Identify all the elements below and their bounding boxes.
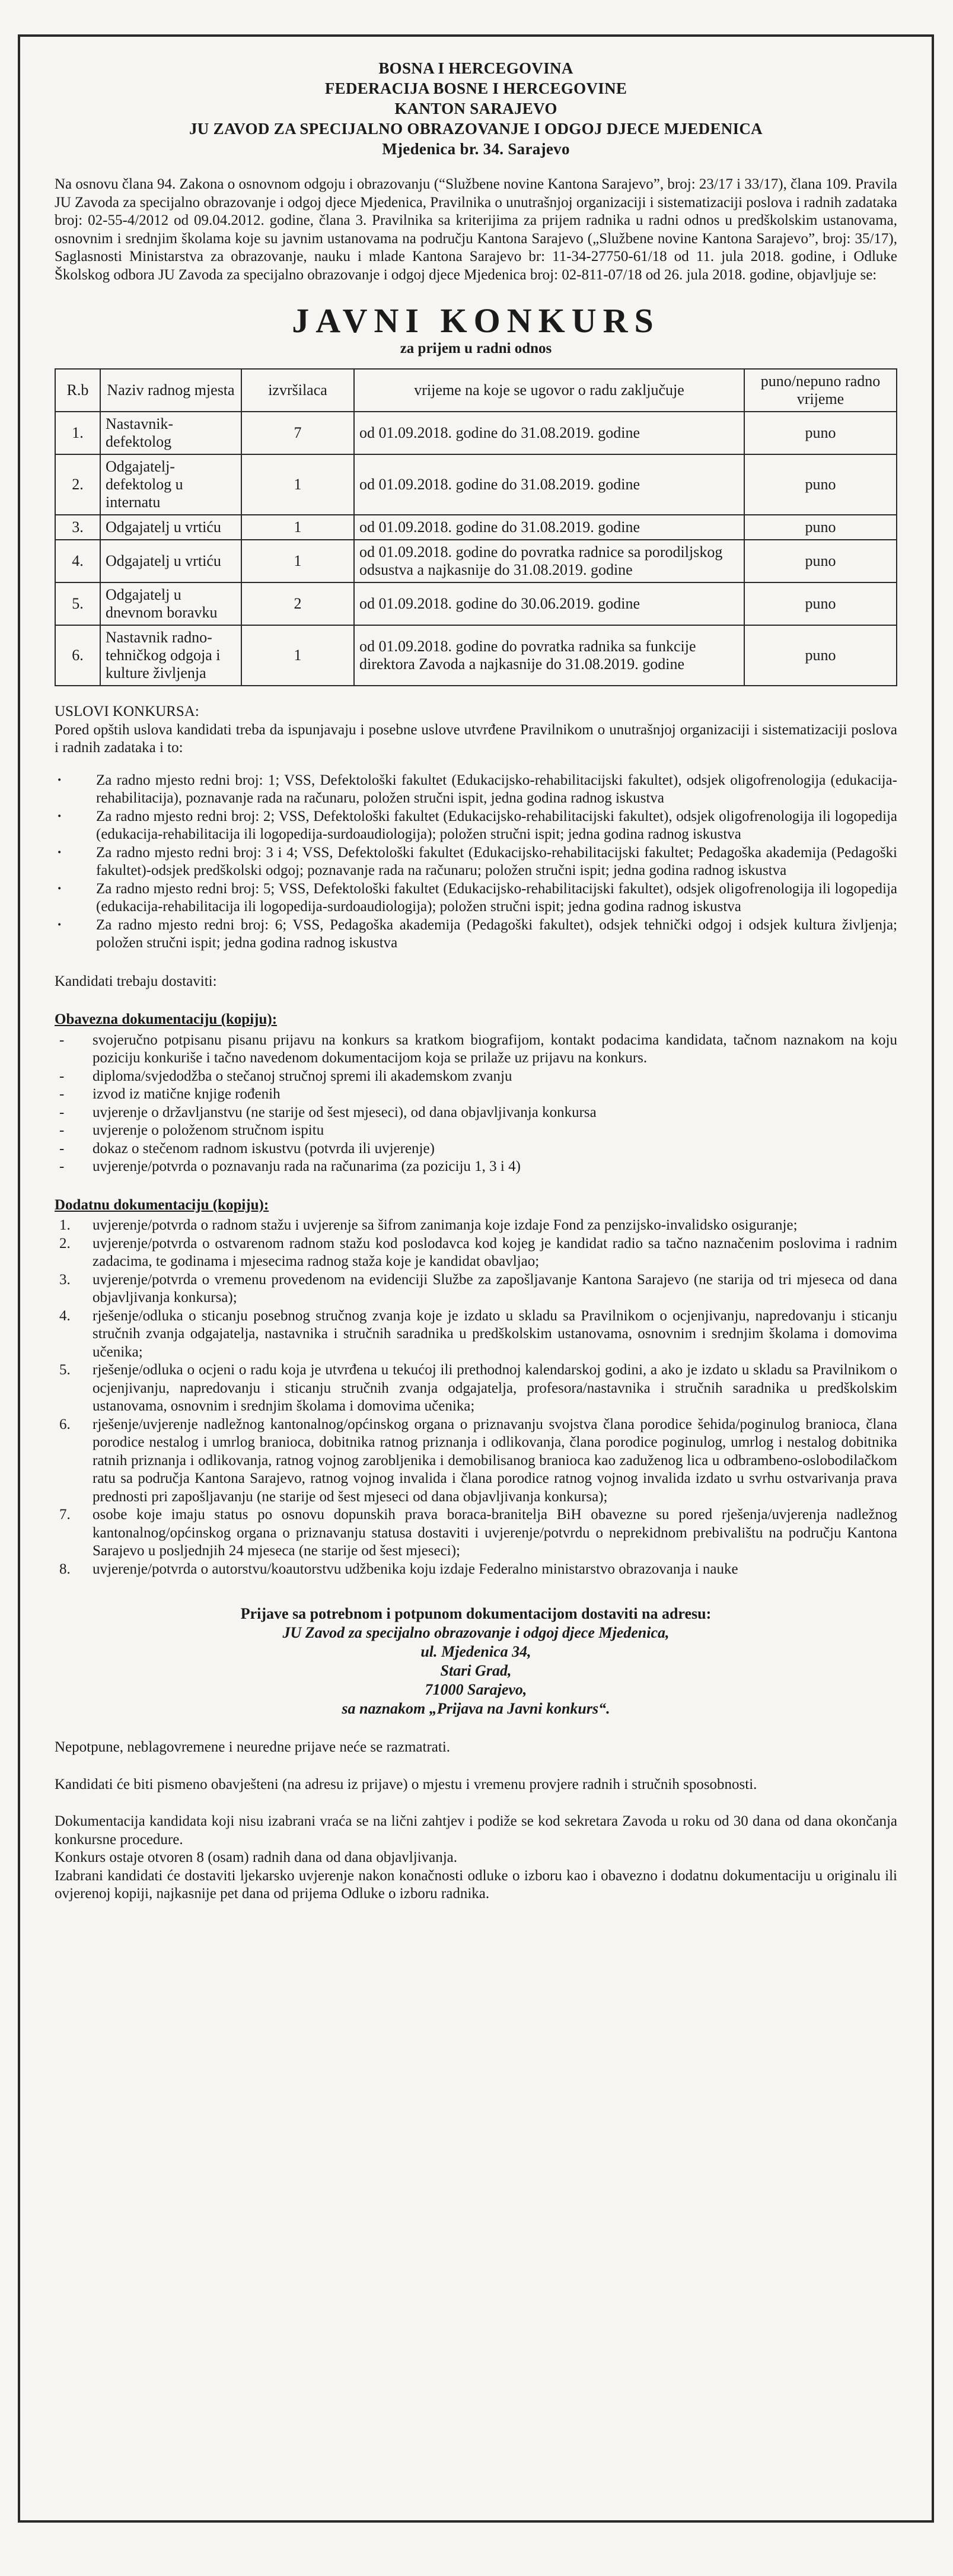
list-item: - uvjerenje o državljanstvu (ne starije od šest mjeseci), od dana objavljivanja konkursa [55,1104,897,1122]
page-title: JAVNI KONKURS [292,301,660,340]
list-item: · Za radno mjesto redni broj: 6; VSS, Pedagoška akademija (Pedagoški fakultet), odsjek tehnički odgoj i odsjek kultura življenja; položen stručni ispit; jedna godina radnog iskustva [55,916,897,953]
document-header [55,58,897,159]
table-row [55,582,897,625]
item-number: 5. [59,1362,71,1378]
additional-docs-section [55,1196,897,1579]
list-item: - dokaz o stečenom radnom iskustvu (potvrda ili uvjerenje) [55,1140,897,1158]
table-row [55,412,897,454]
item-text: rješenje/odluka o ocjeni o radu koja je utvrđena u tekućoj ili prethodnoj kalendarskoj godini, a ako je izdato u skladu sa Pravilnikom o ocjenjivanju, napredovanju i sticanju stručnih zvanja odgajatelja, profesora/nastavnika i stručnih saradnika u predškolskim ustanovama, osnovnim i srednjim školama i domovima učenika; [93,1362,897,1414]
item-number: 4. [59,1307,71,1324]
list-item: · Za radno mjesto redni broj: 1; VSS, Defektološki fakultet (Edukacijsko-rehabilitacijski fakultet), odsjek oligofrenologija (edukacija-rehabilitacija), poznavanje rada na računaru, položen stručni ispit, jedna godina radnog iskustva [55,772,897,808]
item-number: 2. [59,1235,71,1252]
additional-docs-heading: Dodatnu dokumentaciju (kopiju): [55,1196,269,1213]
cell-puno: puno [744,515,897,540]
list-item: · Za radno mjesto redni broj: 2; VSS, Defektološki fakultet (Edukacijsko-rehabilitacijski fakultet), odsjek oligofrenologija ili logopedija (edukacija-rehabilitacija ili logopedija-surdoaudiologija); položen stručni ispit; jedna godina radnog iskustva [55,808,897,844]
header-puno: puno/nepuno radno vrijeme [744,369,897,412]
cell-rb: 6. [55,625,100,686]
list-item: - uvjerenje o položenom stručnom ispitu [55,1122,897,1140]
closing-open-period: Konkurs ostaje otvoren 8 (osam) radnih dana od dana objavljivanja. [55,1849,457,1865]
item-number: 3. [59,1271,71,1288]
cell-vrijeme: od 01.09.2018. godine do 31.08.2019. godine [354,454,744,515]
address-area: Stari Grad, [440,1662,512,1679]
list-item: - izvod iz matične knjige rođenih [55,1085,897,1104]
address-note: sa naznakom „Prijava na Javni konkurs“. [342,1700,610,1717]
cell-puno: puno [744,454,897,515]
closing-return-docs: Dokumentacija kandidata koji nisu izabrani vraća se na lični zahtjev i podiže se kod sekretara Zavoda u roku od 30 dana od dana okončanja konkursne procedure. [55,1813,897,1848]
header-canton: KANTON SARAJEVO [394,100,557,117]
list-item: - uvjerenje/potvrda o poznavanju rada na računarima (za poziciju 1, 3 i 4) [55,1158,897,1176]
candidates-note: Kandidati trebaju dostaviti: [55,973,217,989]
cell-naziv: Nastavnik radno-tehničkog odgoja i kulture življenja [100,625,241,686]
item-text: rješenje/odluka o sticanju posebnog stručnog zvanja koje je izdato u skladu sa Pravilnikom o ocjenjivanju, napredovanju i sticanju stručnih zvanja odgajatelja, nastavnika i stručnih saradnika u predškolskim ustanovama, osnovnim i srednjim školama i domovima učenika; [93,1307,897,1360]
submission-address [55,1604,897,1718]
item-text: osobe koje imaju status po osnovu dopunskih prava boraca-branitelja BiH obavezne su pored rješenja/uvjerenja nadležnog kantonalnog/općinskog organa o priznavanju statusa dostaviti i uvjerenje/potvrdu o neprekidnom prebivalištu na području Kantona Sarajevo u posljednjih 24 mjeseca (ne starije od šest mjeseci); [93,1507,897,1559]
conditions-heading: USLOVI KONKURSA: [55,703,199,719]
header-country: BOSNA I HERCEGOVINA [378,59,573,77]
conditions-text: Pored opštih uslova kandidati treba da ispunjavaju i posebne uslove utvrđene Pravilnikom o unutrašnjoj organizaciji i sistematizaciji poslova i radnih zadataka i to: [55,721,897,756]
address-lead: Prijave sa potrebnom i potpunom dokumentacijom dostaviti na adresu: [240,1605,712,1622]
list-item [55,1416,897,1507]
item-number: 1. [59,1217,71,1233]
cell-rb: 4. [55,540,100,582]
list-item [55,1307,897,1362]
item-text: uvjerenje/potvrda o vremenu provedenom na evidenciji Službe za zapošljavanje Kantona Sarajevo (ne starija od tri mjeseca od dana objavljivanja konkursa); [93,1271,897,1305]
list-item: · Za radno mjesto redni broj: 5; VSS, Defektološki fakultet (Edukacijsko-rehabilitacijski fakultet), odsjek oligofrenologija ili logopedija (edukacija-rehabilitacija ili logopedija-surdoaudiologija); položen stručni ispit; jedna godina radnog iskustva [55,880,897,916]
closing-incomplete: Nepotpune, neblagovremene i neuredne prijave neće se razmatrati. [55,1739,451,1755]
cell-naziv: Odgajatelj u dnevnom boravku [100,582,241,625]
item-text: uvjerenje/potvrda o autorstvu/koautorstvu udžbenika koju izdaje Federalno ministarstvo obrazovanja i nauke [93,1561,738,1577]
header-rb: R.b [55,369,100,412]
cell-vrijeme: od 01.09.2018. godine do povratka radnika sa funkcije direktora Zavoda a najkasnije do 31.08.2019. godine [354,625,744,686]
item-number: 8. [59,1561,71,1577]
cell-vrijeme: od 01.09.2018. godine do povratka radnice sa porodiljskog odsustva a najkasnije do 31.08.2019. godine [354,540,744,582]
header-address: Mjedenica br. 34. Sarajevo [382,140,570,158]
cell-puno: puno [744,540,897,582]
item-number: 7. [59,1507,71,1523]
item-text: uvjerenje/potvrda o ostvarenom radnom stažu kod poslodavca kod kojeg je kandidat radio sa tačno naznačenim poslovima i radnim zadacima, te godinama i mjesecima radnog staža koje je kandidat obavljao; [93,1235,897,1269]
address-city: 71000 Sarajevo, [425,1681,527,1698]
cell-naziv: Odgajatelj-defektolog u internatu [100,454,241,515]
list-item: - diploma/svjedodžba o stečanoj stručnoj spremi ili akademskom zvanju [55,1068,897,1086]
address-street: ul. Mjedenica 34, [420,1643,531,1660]
header-vrijeme: vrijeme na koje se ugovor o radu zaključuje [354,369,744,412]
header-izvrsilaca: izvršilaca [241,369,354,412]
cell-rb: 5. [55,582,100,625]
positions-table [55,368,897,686]
header-federation: FEDERACIJA BOSNE I HERCEGOVINE [324,79,627,97]
item-text: uvjerenje/potvrda o radnom stažu i uvjerenje sa šifrom zanimanja koje izdaje Fond za penzijsko-invalidsko osiguranje; [93,1217,798,1233]
list-item [55,1561,897,1579]
item-number: 6. [59,1416,71,1432]
list-item: · Za radno mjesto redni broj: 3 i 4; VSS, Defektološki fakultet (Edukacijsko-rehabilitacijski fakultet; Pedagoška akademija (Pedagoški fakultet)-odsjek predškolski odgoj; poznavanje rada na računaru; položen stručni ispit; jedna godina radnog iskustva [55,844,897,880]
cell-vrijeme: od 01.09.2018. godine do 31.08.2019. godine [354,515,744,540]
cell-naziv: Nastavnik-defektolog [100,412,241,454]
mandatory-docs-heading: Obavezna dokumentaciju (kopiju): [55,1011,278,1027]
mandatory-docs-section [55,1011,897,1176]
mandatory-docs-list [55,1031,897,1176]
list-item [55,1506,897,1561]
cell-izvrsilaca: 1 [241,454,354,515]
list-item: - svojeručno potpisanu pisanu prijavu na konkurs sa kratkom biografijom, kontakt podacima kandidata, tačnom naznakom na koju poziciju konkuriše i tačno navedenom dokumentacijom koja se prilaže uz prijavu na konkurs. [55,1031,897,1068]
cell-izvrsilaca: 2 [241,582,354,625]
cell-vrijeme: od 01.09.2018. godine do 30.06.2019. godine [354,582,744,625]
cell-rb: 2. [55,454,100,515]
table-row [55,454,897,515]
cell-rb: 1. [55,412,100,454]
item-text: rješenje/uvjerenje nadležnog kantonalnog/općinskog organa o priznavanju svojstva člana porodice šehida/poginulog branioca, člana porodice nestalog i umrlog branioca, dobitnika ratnog priznanja i odlikovanja, člana porodice poginulog, umrlog i nestalog dobitnika ratnih priznanja i odlikovanja, ratnog vojnog zarobljenika i demobilisanog branioca kao zaduženog lica u odbrambeno-oslobodilačkom ratu sa područja Kantona Sarajevo, ratnog vojnog invalida i člana porodice ratnog vojnog invalida izdato u svrhu ostvarivanja prava prednosti pri zapošljavanju (ne starije od šest mjeseci od dana objavljivanja konkursa); [93,1416,897,1505]
cell-izvrsilaca: 1 [241,625,354,686]
cell-vrijeme: od 01.09.2018. godine do 31.08.2019. godine [354,412,744,454]
intro-paragraph: Na osnovu člana 94. Zakona o osnovnom odgoju i obrazovanju (“Službene novine Kantona Sarajevo”, broj: 23/17 i 33/17), člana 109. Pravila JU Zavoda za specijalno obrazovanje i odgoj djece Mjedenica, Pravilnika o unutrašnjoj organizaciji i sistematizaciji poslova i radnih zadataka broj: 02-55-4/2012 od 09.04.2012. godine, člana 3. Pravilnika sa kriterijima za prijem radnika u radni odnos u predškolskim ustanovama, osnovnim i srednjim školama koje su javnim ustanovama na području Kantona Sarajevo („Službene novine Kantona Sarajevo”, broj: 35/17), Saglasnosti Ministarstva za obrazovanje, nauku i mlade Kantona Sarajevo br: 11-34-27750-61/18 od 11. jula 2018. godine, i Odluke Školskog odbora JU Zavoda za specijalno obrazovanje i odgoj djece Mjedenica broj: 02-811-07/18 od 26. jula 2018. godine, objavljuje se: [55,176,897,283]
closing-medical: Izabrani kandidati će dostaviti ljekarsko uvjerenje nakon konačnosti odluke o izboru kao i obavezno i dodatnu dokumentaciju u originalu ili ovjerenoj kopiji, najkasnije pet dana od prijema Odluke o izboru radnika. [55,1867,897,1902]
cell-puno: puno [744,625,897,686]
announcement-page [18,34,934,2523]
address-organization: JU Zavod za specijalno obrazovanje i odgoj djece Mjedenica, [282,1624,670,1641]
table-row [55,625,897,686]
list-item [55,1271,897,1307]
page-subtitle: za prijem u radni odnos [400,340,552,356]
header-institution: JU ZAVOD ZA SPECIJALNO OBRAZOVANJE I ODGOJ DJECE MJEDENICA [189,120,763,138]
list-item [55,1217,897,1235]
cell-rb: 3. [55,515,100,540]
table-header-row [55,369,897,412]
closing-notification: Kandidati će biti pismeno obavješteni (na adresu iz prijave) o mjestu i vremenu provjere radnih i stručnih sposobnosti. [55,1776,757,1792]
conditions-list [55,772,897,953]
conditions-section [55,703,897,953]
list-item [55,1361,897,1416]
cell-izvrsilaca: 1 [241,540,354,582]
table-row [55,540,897,582]
cell-naziv: Odgajatelj u vrtiću [100,515,241,540]
header-naziv: Naziv radnog mjesta [100,369,241,412]
additional-docs-list [55,1217,897,1578]
table-row [55,515,897,540]
cell-puno: puno [744,412,897,454]
cell-izvrsilaca: 7 [241,412,354,454]
cell-izvrsilaca: 1 [241,515,354,540]
closing-notes [55,1738,897,1903]
cell-puno: puno [744,582,897,625]
list-item [55,1235,897,1271]
cell-naziv: Odgajatelj u vrtiću [100,540,241,582]
